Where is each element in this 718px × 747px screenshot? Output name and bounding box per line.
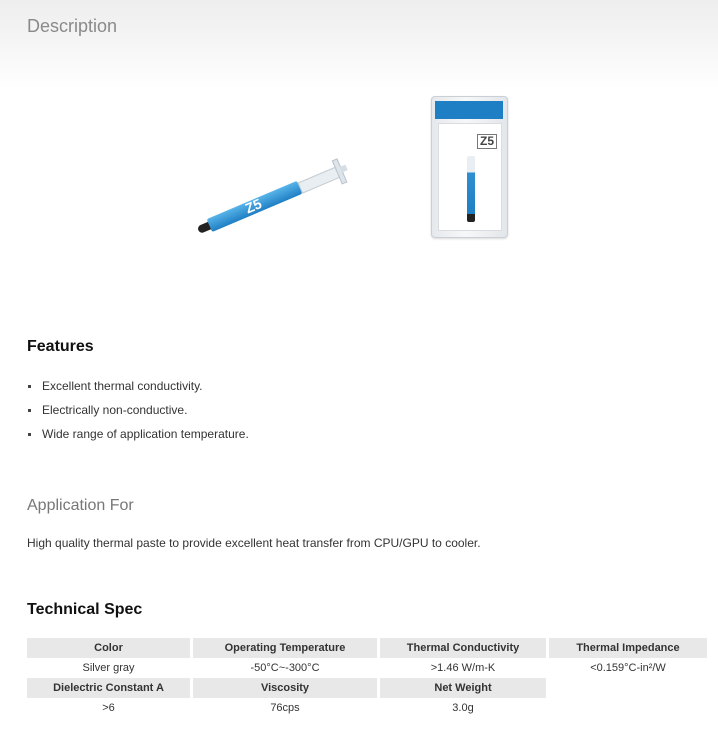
features-list	[27, 378, 249, 450]
technical-spec-table	[27, 638, 707, 718]
syringe-product-image	[188, 152, 353, 242]
spec-header-dielectric-constant: Dielectric Constant A	[27, 678, 190, 698]
spec-value-thermal-impedance: <0.159°C-in²/W	[590, 662, 666, 674]
spec-value-color: Silver gray	[82, 662, 135, 674]
spec-value-thermal-conductivity: >1.46 W/m-K	[430, 662, 496, 674]
syringe-label: Z5	[242, 195, 265, 217]
spec-value-operating-temperature: -50°C~-300°C	[250, 662, 320, 674]
application-heading: Application For	[27, 497, 134, 514]
spec-value-dielectric-constant: >6	[102, 702, 115, 714]
description-title: Description	[27, 16, 118, 36]
description-header	[0, 0, 718, 90]
spec-header-thermal-conductivity: Thermal Conductivity	[380, 638, 546, 658]
spec-header-row	[27, 638, 707, 658]
technical-spec-heading: Technical Spec	[27, 601, 143, 618]
spec-value-row	[27, 698, 707, 718]
spec-header-net-weight: Net Weight	[380, 678, 546, 698]
feature-item: Electrically non-conductive.	[27, 402, 249, 426]
application-text: High quality thermal paste to provide excellent heat transfer from CPU/GPU to cooler.	[27, 536, 481, 550]
spec-value-viscosity: 76cps	[270, 702, 300, 714]
feature-item: Wide range of application temperature.	[27, 426, 249, 450]
spec-header-color: Color	[27, 638, 190, 658]
feature-item: Excellent thermal conductivity.	[27, 378, 249, 402]
package-logo: Z5	[477, 134, 497, 149]
spec-header-viscosity: Viscosity	[193, 678, 377, 698]
spec-value-row	[27, 658, 707, 678]
package-product-image	[431, 96, 508, 238]
spec-header-row	[27, 678, 707, 698]
spec-header-operating-temperature: Operating Temperature	[193, 638, 377, 658]
features-heading: Features	[27, 338, 94, 355]
spec-header-thermal-impedance: Thermal Impedance	[549, 638, 707, 658]
spec-value-net-weight: 3.0g	[452, 702, 474, 714]
